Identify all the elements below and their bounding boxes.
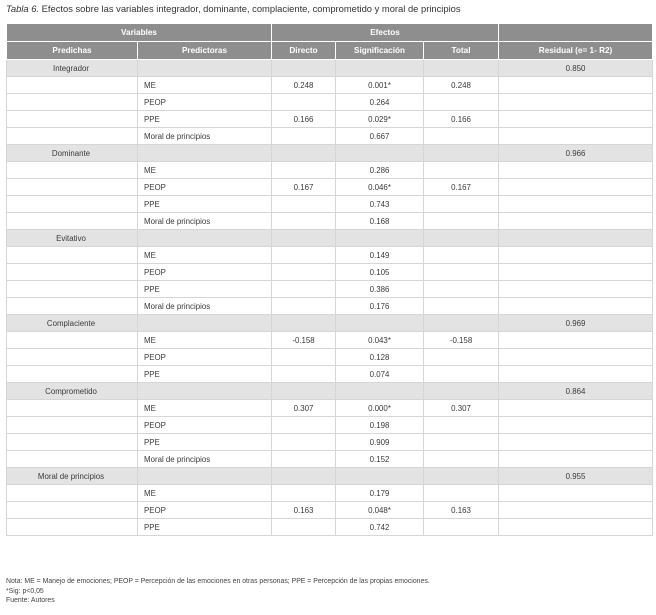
- residual-value: 0.864: [499, 383, 653, 400]
- empty-cell: [7, 94, 138, 111]
- significacion-cell: 0.743: [336, 196, 424, 213]
- empty-cell: [424, 315, 499, 332]
- table-notes: [6, 577, 430, 606]
- predictora-cell: ME: [138, 485, 272, 502]
- directo-cell: [272, 196, 336, 213]
- predictora-cell: PPE: [138, 366, 272, 383]
- residual-value: 0.955: [499, 468, 653, 485]
- header-blank: [499, 24, 653, 42]
- empty-cell: [7, 213, 138, 230]
- empty-cell: [7, 162, 138, 179]
- directo-cell: [272, 366, 336, 383]
- empty-cell: [424, 230, 499, 247]
- criterion-row: [7, 145, 653, 162]
- empty-cell: [499, 247, 653, 264]
- residual-value: 0.966: [499, 145, 653, 162]
- predictor-row: [7, 111, 653, 128]
- empty-cell: [499, 366, 653, 383]
- significacion-cell: 0.909: [336, 434, 424, 451]
- predictor-row: [7, 162, 653, 179]
- empty-cell: [499, 434, 653, 451]
- total-cell: [424, 94, 499, 111]
- directo-cell: [272, 247, 336, 264]
- empty-cell: [336, 60, 424, 77]
- predictora-cell: ME: [138, 400, 272, 417]
- criterion-name: Comprometido: [7, 383, 138, 400]
- empty-cell: [272, 468, 336, 485]
- empty-cell: [7, 502, 138, 519]
- significacion-cell: 0.029*: [336, 111, 424, 128]
- predictora-cell: Moral de principios: [138, 128, 272, 145]
- predictor-row: [7, 366, 653, 383]
- empty-cell: [138, 468, 272, 485]
- empty-cell: [7, 349, 138, 366]
- significacion-cell: 0.742: [336, 519, 424, 536]
- caption-label: Tabla 6.: [6, 3, 40, 14]
- predictor-row: [7, 332, 653, 349]
- criterion-name: Complaciente: [7, 315, 138, 332]
- significacion-cell: 0.179: [336, 485, 424, 502]
- empty-cell: [7, 400, 138, 417]
- predictor-row: [7, 400, 653, 417]
- directo-cell: [272, 281, 336, 298]
- significacion-cell: 0.286: [336, 162, 424, 179]
- empty-cell: [336, 230, 424, 247]
- empty-cell: [272, 230, 336, 247]
- empty-cell: [272, 60, 336, 77]
- significacion-cell: 0.152: [336, 451, 424, 468]
- empty-cell: [138, 383, 272, 400]
- significacion-cell: 0.074: [336, 366, 424, 383]
- total-cell: [424, 417, 499, 434]
- empty-cell: [272, 315, 336, 332]
- empty-cell: [499, 281, 653, 298]
- predictor-row: [7, 213, 653, 230]
- note-significance: *Sig: p<0,05: [6, 587, 44, 595]
- empty-cell: [138, 230, 272, 247]
- effects-table: [6, 23, 653, 536]
- empty-cell: [7, 128, 138, 145]
- significacion-cell: 0.149: [336, 247, 424, 264]
- total-cell: [424, 264, 499, 281]
- directo-cell: [272, 519, 336, 536]
- predictor-row: [7, 77, 653, 94]
- total-cell: 0.163: [424, 502, 499, 519]
- predictora-cell: PEOP: [138, 349, 272, 366]
- significacion-cell: 0.386: [336, 281, 424, 298]
- predictora-cell: Moral de principios: [138, 451, 272, 468]
- empty-cell: [499, 451, 653, 468]
- predictora-cell: PPE: [138, 519, 272, 536]
- predictor-row: [7, 298, 653, 315]
- empty-cell: [7, 366, 138, 383]
- empty-cell: [336, 145, 424, 162]
- directo-cell: [272, 298, 336, 315]
- empty-cell: [499, 400, 653, 417]
- criterion-name: Dominante: [7, 145, 138, 162]
- predictor-row: [7, 196, 653, 213]
- predictora-cell: PPE: [138, 196, 272, 213]
- empty-cell: [499, 128, 653, 145]
- empty-cell: [424, 468, 499, 485]
- criterion-row: [7, 383, 653, 400]
- empty-cell: [138, 145, 272, 162]
- empty-cell: [7, 298, 138, 315]
- empty-cell: [499, 298, 653, 315]
- significacion-cell: 0.046*: [336, 179, 424, 196]
- directo-cell: [272, 451, 336, 468]
- predictor-row: [7, 349, 653, 366]
- header-significacion: Significación: [336, 42, 424, 60]
- empty-cell: [499, 94, 653, 111]
- empty-cell: [424, 383, 499, 400]
- empty-cell: [424, 60, 499, 77]
- predictora-cell: PEOP: [138, 179, 272, 196]
- directo-cell: [272, 264, 336, 281]
- empty-cell: [7, 417, 138, 434]
- predictora-cell: PPE: [138, 281, 272, 298]
- significacion-cell: 0.168: [336, 213, 424, 230]
- total-cell: [424, 451, 499, 468]
- criterion-row: [7, 468, 653, 485]
- empty-cell: [499, 77, 653, 94]
- predictora-cell: Moral de principios: [138, 298, 272, 315]
- empty-cell: [138, 315, 272, 332]
- header-row-top: [7, 24, 653, 42]
- empty-cell: [7, 451, 138, 468]
- total-cell: [424, 213, 499, 230]
- empty-cell: [499, 162, 653, 179]
- directo-cell: 0.248: [272, 77, 336, 94]
- criterion-row: [7, 315, 653, 332]
- significacion-cell: 0.667: [336, 128, 424, 145]
- total-cell: -0.158: [424, 332, 499, 349]
- predictor-row: [7, 434, 653, 451]
- predictor-row: [7, 247, 653, 264]
- total-cell: [424, 162, 499, 179]
- predictor-row: [7, 417, 653, 434]
- total-cell: 0.166: [424, 111, 499, 128]
- empty-cell: [499, 502, 653, 519]
- directo-cell: [272, 434, 336, 451]
- empty-cell: [272, 145, 336, 162]
- total-cell: [424, 366, 499, 383]
- table-caption: [6, 2, 461, 16]
- empty-cell: [7, 519, 138, 536]
- predictor-row: [7, 502, 653, 519]
- empty-cell: [7, 247, 138, 264]
- empty-cell: [499, 264, 653, 281]
- note-source: Fuente: Autores: [6, 597, 55, 605]
- empty-cell: [7, 332, 138, 349]
- table-body: [7, 60, 653, 536]
- empty-cell: [336, 315, 424, 332]
- empty-cell: [7, 111, 138, 128]
- predictor-row: [7, 485, 653, 502]
- total-cell: 0.248: [424, 77, 499, 94]
- predictora-cell: PPE: [138, 434, 272, 451]
- total-cell: [424, 247, 499, 264]
- empty-cell: [424, 145, 499, 162]
- predictora-cell: PEOP: [138, 502, 272, 519]
- directo-cell: 0.167: [272, 179, 336, 196]
- residual-value: [499, 230, 653, 247]
- total-cell: 0.307: [424, 400, 499, 417]
- header-directo: Directo: [272, 42, 336, 60]
- empty-cell: [138, 60, 272, 77]
- header-predictoras: Predictoras: [138, 42, 272, 60]
- empty-cell: [336, 468, 424, 485]
- note-abbreviations: Nota: ME = Manejo de emociones; PEOP = Percepción de las emociones en otras personas; PPE = Percepción de las propias emociones.: [6, 578, 430, 585]
- predictora-cell: PPE: [138, 111, 272, 128]
- total-cell: [424, 281, 499, 298]
- total-cell: [424, 519, 499, 536]
- criterion-name: Integrador: [7, 60, 138, 77]
- significacion-cell: 0.128: [336, 349, 424, 366]
- empty-cell: [7, 264, 138, 281]
- criterion-name: Evitativo: [7, 230, 138, 247]
- total-cell: 0.167: [424, 179, 499, 196]
- significacion-cell: 0.105: [336, 264, 424, 281]
- empty-cell: [499, 179, 653, 196]
- significacion-cell: 0.043*: [336, 332, 424, 349]
- empty-cell: [7, 434, 138, 451]
- empty-cell: [7, 77, 138, 94]
- significacion-cell: 0.000*: [336, 400, 424, 417]
- empty-cell: [7, 281, 138, 298]
- empty-cell: [499, 213, 653, 230]
- predictora-cell: PEOP: [138, 264, 272, 281]
- predictora-cell: ME: [138, 247, 272, 264]
- directo-cell: [272, 128, 336, 145]
- total-cell: [424, 196, 499, 213]
- header-residual: Residual (e= 1- R2): [499, 42, 653, 60]
- directo-cell: 0.163: [272, 502, 336, 519]
- directo-cell: [272, 417, 336, 434]
- empty-cell: [336, 383, 424, 400]
- directo-cell: 0.166: [272, 111, 336, 128]
- caption-text: Efectos sobre las variables integrador, dominante, complaciente, comprometido y moral de principios: [39, 3, 461, 14]
- predictora-cell: Moral de principios: [138, 213, 272, 230]
- empty-cell: [499, 196, 653, 213]
- predictora-cell: ME: [138, 162, 272, 179]
- total-cell: [424, 485, 499, 502]
- empty-cell: [499, 485, 653, 502]
- predictor-row: [7, 519, 653, 536]
- predictor-row: [7, 94, 653, 111]
- criterion-row: [7, 60, 653, 77]
- significacion-cell: 0.048*: [336, 502, 424, 519]
- predictor-row: [7, 128, 653, 145]
- significacion-cell: 0.176: [336, 298, 424, 315]
- empty-cell: [7, 485, 138, 502]
- directo-cell: [272, 162, 336, 179]
- empty-cell: [272, 383, 336, 400]
- predictora-cell: PEOP: [138, 94, 272, 111]
- significacion-cell: 0.264: [336, 94, 424, 111]
- directo-cell: [272, 485, 336, 502]
- empty-cell: [499, 417, 653, 434]
- predictora-cell: PEOP: [138, 417, 272, 434]
- total-cell: [424, 349, 499, 366]
- empty-cell: [7, 179, 138, 196]
- predictora-cell: ME: [138, 332, 272, 349]
- header-predichas: Predichas: [7, 42, 138, 60]
- empty-cell: [499, 519, 653, 536]
- criterion-row: [7, 230, 653, 247]
- header-variables: Variables: [7, 24, 272, 42]
- significacion-cell: 0.198: [336, 417, 424, 434]
- directo-cell: [272, 349, 336, 366]
- directo-cell: [272, 94, 336, 111]
- criterion-name: Moral de principios: [7, 468, 138, 485]
- total-cell: [424, 434, 499, 451]
- predictora-cell: ME: [138, 77, 272, 94]
- significacion-cell: 0.001*: [336, 77, 424, 94]
- residual-value: 0.850: [499, 60, 653, 77]
- empty-cell: [499, 349, 653, 366]
- residual-value: 0.969: [499, 315, 653, 332]
- empty-cell: [7, 196, 138, 213]
- directo-cell: 0.307: [272, 400, 336, 417]
- predictor-row: [7, 451, 653, 468]
- directo-cell: [272, 213, 336, 230]
- empty-cell: [499, 332, 653, 349]
- total-cell: [424, 128, 499, 145]
- header-efectos: Efectos: [272, 24, 499, 42]
- directo-cell: -0.158: [272, 332, 336, 349]
- header-row-sub: [7, 42, 653, 60]
- header-total: Total: [424, 42, 499, 60]
- total-cell: [424, 298, 499, 315]
- empty-cell: [499, 111, 653, 128]
- predictor-row: [7, 179, 653, 196]
- predictor-row: [7, 264, 653, 281]
- predictor-row: [7, 281, 653, 298]
